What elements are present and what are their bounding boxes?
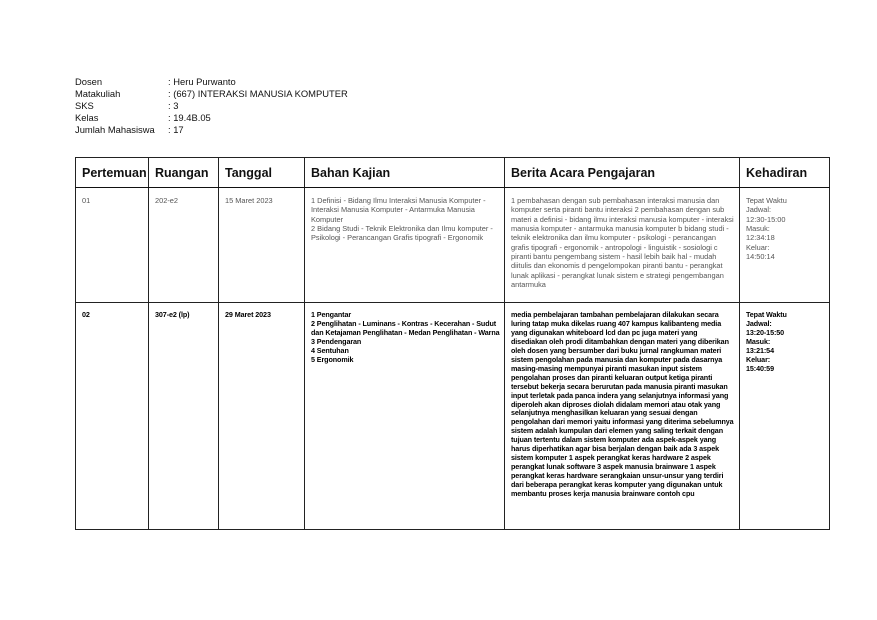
cell-berita-acara: 1 pembahasan dengan sub pembahasan interaksi manusia dan komputer serta piranti bantu interaksi 2 pembahasan dengan sub materi a definisi - bidang ilmu interaksi manusia komputer - interaksi manusia komputer - antarmuka manusia komputer b bidang studi - teknik elektronika dan ilmu komputer - psikologi - perancangan grafis tipografi - ergonomik - antropologi - linguistik - sosiologi c piranti bantu pengembang sistem - hasil lebih baik hal - mudah diitulis dan ekonomis d pengelompokan piranti bantu - perangkat lunak aplikasi - perangkat lunak sistem e strategi pengembangan antarmuka [505, 188, 740, 303]
column-header-bahan-kajian: Bahan Kajian [305, 158, 505, 188]
info-label-dosen: Dosen [75, 76, 103, 87]
cell-tanggal: 15 Maret 2023 [219, 188, 305, 303]
table-row [76, 303, 830, 530]
cell-kehadiran: Tepat Waktu Jadwal: 13:20-15:50 Masuk: 13:21:54 Keluar: 15:40:59 [740, 303, 830, 530]
column-header-berita-acara: Berita Acara Pengajaran [505, 158, 740, 188]
cell-kehadiran: Tepat Waktu Jadwal: 12:30-15:00 Masuk: 12:34:18 Keluar: 14:50:14 [740, 188, 830, 303]
column-header-pertemuan: Pertemuan [76, 158, 149, 188]
cell-tanggal: 29 Maret 2023 [219, 303, 305, 530]
table-header-row [76, 158, 830, 188]
info-value-dosen: : Heru Purwanto [168, 76, 236, 87]
info-row-matakuliah [75, 88, 348, 100]
info-row-jumlah-mahasiswa [75, 124, 348, 136]
cell-ruangan: 307-e2 (lp) [149, 303, 219, 530]
info-label-sks: SKS [75, 99, 94, 111]
info-value-jumlah-mahasiswa: : 17 [168, 123, 184, 135]
cell-pertemuan: 01 [76, 188, 149, 303]
cell-pertemuan: 02 [76, 303, 149, 530]
cell-bahan-kajian: 1 Pengantar 2 Penglihatan - Luminans - Kontras - Kecerahan - Sudut dan Ketajaman Penglihatan - Medan Penglihatan - Warna 3 Pendengaran 4 Sentuhan 5 Ergonomik [305, 303, 505, 530]
info-row-dosen [75, 76, 348, 88]
column-header-kehadiran: Kehadiran [740, 158, 830, 188]
column-header-ruangan: Ruangan [149, 158, 219, 188]
column-header-tanggal: Tanggal [219, 158, 305, 188]
cell-berita-acara: media pembelajaran tambahan pembelajaran dilakukan secara luring tatap muka dikelas ruang 407 kampus kalibanteng media yang digunakan whiteboard lcd dan pc juga materi yang disediakan oleh prodi ditambahkan dengan materi yang diberikan oleh dosen yang bersumber dari buku jurnal rangkuman materi sistem pengolahan pada manusia dan komputer pada dasarnya masing-masing mempunyai piranti masukan input sistem pengolahan proses dan piranti keluaran output ketiga piranti tersebut bekerja secara berurutan pada manusia piranti masukan input terletak pada panca indera yang selanjutnya informasi yang diperoleh akan diproses diolah didalam memori atau otak yang selanjutnya menghasilkan keluaran yang sesuai dengan pengolahan dari memori yaitu informasi yang diterima sebelumnya sistem adalah kumpulan dari elemen yang saling terkait dengan tujuan tertentu dalam sistem komputer ada aspek-aspek yang harus diperhatikan agar bisa berjalan dengan baik ada 3 aspek sistem komputer 1 aspek perangkat keras hardware 2 aspek perangkat lunak software 3 aspek manusia brainware 1 aspek perangkat keras hardware serangkaian unsur-unsur yang terdiri dari beberapa perangkat keras komputer yang digunakan untuk membantu proses kerja manusia brainware contoh cpu [505, 303, 740, 530]
info-label-jumlah-mahasiswa: Jumlah Mahasiswa [75, 123, 155, 135]
cell-ruangan: 202-e2 [149, 188, 219, 303]
info-row-kelas [75, 112, 348, 124]
teaching-record-table [75, 157, 830, 530]
info-label-matakuliah: Matakuliah [75, 87, 121, 99]
info-value-kelas: : 19.4B.05 [168, 111, 211, 123]
info-value-sks: : 3 [168, 99, 179, 111]
info-label-kelas: Kelas [75, 111, 99, 123]
table-row [76, 188, 830, 303]
info-value-matakuliah: : (667) INTERAKSI MANUSIA KOMPUTER [168, 87, 348, 99]
cell-bahan-kajian: 1 Definisi - Bidang Ilmu Interaksi Manusia Komputer - Interaksi Manusia Komputer - Antarmuka Manusia Komputer 2 Bidang Studi - Teknik Elektronika dan Ilmu komputer - Psikologi - Perancangan Grafis tipografi - Ergonomik [305, 188, 505, 303]
info-row-sks [75, 100, 348, 112]
course-info [75, 76, 348, 136]
